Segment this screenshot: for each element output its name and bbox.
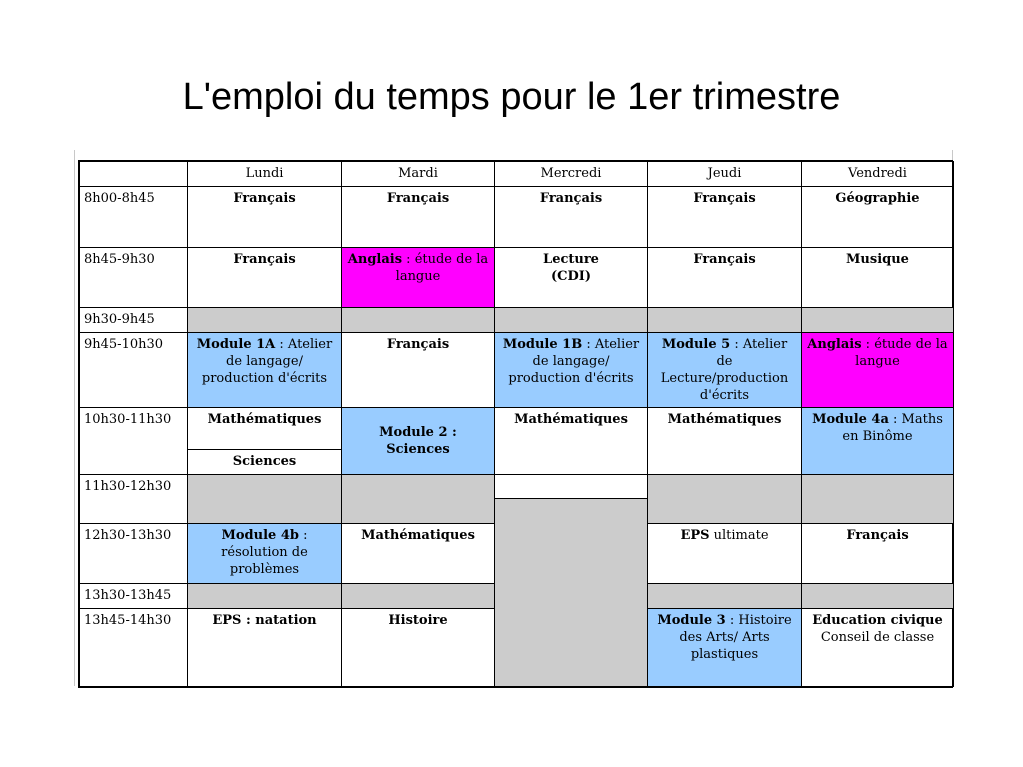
cell-text: Mathématiques: [514, 412, 628, 427]
break-cell: [342, 475, 495, 524]
cell-text: Mathématiques: [667, 412, 782, 427]
cell-text: Français: [846, 528, 909, 543]
cell: [495, 408, 648, 475]
cell: [802, 609, 954, 687]
cell-text: Français: [233, 252, 296, 267]
cell-text-bold: Module 1A: [196, 337, 276, 352]
cell: [802, 248, 954, 308]
cell-text: Mathématiques: [207, 412, 322, 427]
cell: [188, 248, 342, 308]
cell-text: Français: [386, 337, 450, 352]
cell-text: Sciences: [232, 454, 297, 469]
cell: [188, 609, 342, 687]
break-cell: [188, 308, 342, 333]
cell: [188, 408, 342, 450]
cell-text: Conseil de classe: [820, 630, 935, 645]
cell: [648, 248, 802, 308]
cell-text-bold: Module 2: [379, 425, 448, 440]
break-cell: [648, 308, 802, 333]
time-cell: 13h45-14h30: [80, 609, 188, 687]
cell-text: (CDI): [550, 269, 591, 284]
cell-text: Géographie: [835, 191, 920, 206]
cell-text: : étude de la langue: [395, 252, 489, 284]
cell-module: [342, 408, 495, 475]
cell-text: : Atelier de langage/ production d'écrits: [508, 337, 640, 386]
cell-text-bold: Anglais: [807, 337, 862, 352]
cell-text-bold: Module 5: [661, 337, 731, 352]
cell-text-bold: Module 1B: [502, 337, 583, 352]
cell-text: ultimate: [709, 528, 769, 543]
header-vendredi: Vendredi: [802, 162, 954, 187]
header-mercredi: Mercredi: [495, 162, 648, 187]
cell-module: [188, 333, 342, 408]
break-cell: [648, 584, 802, 609]
cell-text: Français: [693, 252, 756, 267]
break-cell: [802, 584, 954, 609]
cell-module: [648, 609, 802, 687]
cell: [648, 408, 802, 475]
cell: [342, 609, 495, 687]
time-cell: 11h30-12h30: [80, 475, 188, 524]
cell-text: Lecture: [543, 252, 599, 267]
break-cell: [802, 308, 954, 333]
cell: [648, 524, 802, 584]
cell-text: Mathématiques: [361, 528, 475, 543]
cell-text-bold: Education civique: [812, 613, 943, 628]
table-row: [80, 333, 954, 408]
cell-text: : Maths en Binôme: [842, 412, 943, 444]
cell: [648, 187, 802, 248]
frame-left-edge: [74, 150, 75, 686]
cell-text: Français: [386, 191, 450, 206]
time-cell: 9h30-9h45: [80, 308, 188, 333]
cell-text-bold: Module 4b: [221, 528, 299, 543]
cell-anglais: [802, 333, 954, 408]
timetable: [78, 160, 953, 688]
table-row: [80, 308, 954, 333]
break-cell: [495, 308, 648, 333]
cell-text: : étude de la langue: [855, 337, 948, 369]
cell: [495, 187, 648, 248]
cell-module: [495, 333, 648, 408]
time-cell: 8h45-9h30: [80, 248, 188, 308]
break-cell: [342, 308, 495, 333]
cell-text-bold: Anglais: [347, 252, 403, 267]
cell: [802, 524, 954, 584]
table-row: [80, 248, 954, 308]
slide-title: L'emploi du temps pour le 1er trimestre: [182, 76, 841, 118]
cell-text: : Atelier de Lecture/production d'écrits: [660, 337, 789, 403]
cell-module: [648, 333, 802, 408]
cell: [342, 524, 495, 584]
cell-text: : Atelier de langage/ production d'écrits: [201, 337, 333, 386]
cell: [188, 450, 342, 475]
table-row: [80, 187, 954, 248]
time-cell: 12h30-13h30: [80, 524, 188, 584]
cell-text: : résolution de problèmes: [221, 528, 308, 577]
cell-module: [802, 408, 954, 475]
cell: [188, 187, 342, 248]
break-cell: [342, 584, 495, 609]
time-cell: 13h30-13h45: [80, 584, 188, 609]
cell-text-bold: EPS: [680, 528, 710, 543]
break-cell: [648, 475, 802, 524]
cell: [495, 475, 648, 499]
time-cell: 10h30-11h30: [80, 408, 188, 475]
header-mardi: Mardi: [342, 162, 495, 187]
cell-text: : Sciences: [386, 425, 457, 457]
cell-text: Français: [693, 191, 756, 206]
cell: [342, 187, 495, 248]
break-cell: [802, 475, 954, 524]
header-row: [80, 162, 954, 187]
break-cell: [495, 499, 648, 687]
cell: [495, 248, 648, 308]
header-corner: [80, 162, 188, 187]
header-jeudi: Jeudi: [648, 162, 802, 187]
header-lundi: Lundi: [188, 162, 342, 187]
cell-module: [188, 524, 342, 584]
cell: [342, 333, 495, 408]
cell-text: : Histoire des Arts/ Arts plastiques: [679, 613, 792, 662]
cell-anglais: [342, 248, 495, 308]
cell-text: Musique: [846, 252, 909, 267]
cell-text: EPS : natation: [212, 613, 317, 628]
cell-text: Histoire: [388, 613, 448, 628]
cell-text-bold: Module 3: [657, 613, 726, 628]
time-cell: 9h45-10h30: [80, 333, 188, 408]
break-cell: [188, 584, 342, 609]
table-row: [80, 475, 954, 499]
table-row: [80, 408, 954, 450]
cell: [802, 187, 954, 248]
cell-text-bold: Module 4a: [812, 412, 889, 427]
cell-text: Français: [233, 191, 296, 206]
break-cell: [188, 475, 342, 524]
cell-text: Français: [539, 191, 603, 206]
time-cell: 8h00-8h45: [80, 187, 188, 248]
